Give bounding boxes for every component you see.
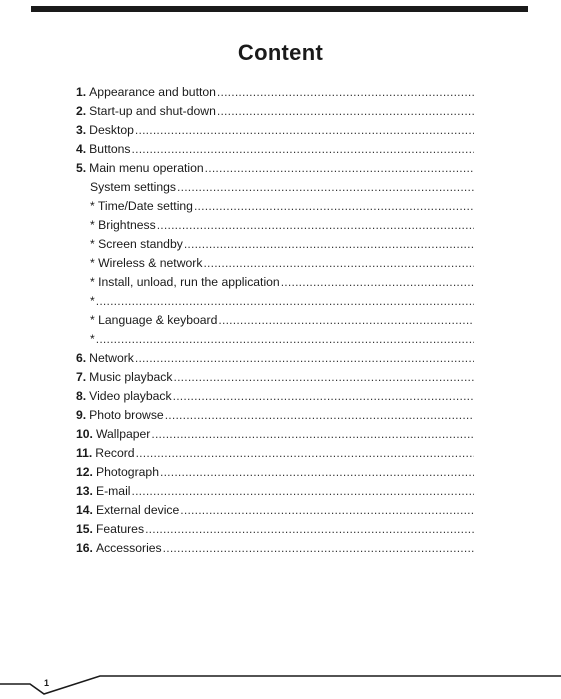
- toc-entry-title: Photograph: [95, 465, 159, 479]
- toc-leader-dots: [180, 501, 474, 520]
- toc-leader-dots: [174, 368, 475, 387]
- toc-entry-number: 4.: [76, 142, 87, 156]
- toc-entry-number: 13.: [76, 484, 93, 498]
- toc-leader-dots: [135, 121, 474, 140]
- toc-leader-dots: [96, 292, 474, 311]
- toc-leader-dots: [194, 197, 474, 216]
- toc-entry-title: Photo browse: [89, 408, 164, 422]
- toc-leader-dots: [157, 216, 474, 235]
- toc-entry[interactable]: [76, 444, 486, 463]
- toc-leader-dots: [217, 102, 474, 121]
- toc-leader-dots: [177, 178, 474, 197]
- toc-leader-dots: [145, 520, 474, 539]
- toc-entry[interactable]: [76, 520, 486, 539]
- toc-entry[interactable]: [76, 140, 486, 159]
- toc-entry[interactable]: [76, 83, 486, 102]
- toc-entry-title: Record: [95, 446, 135, 460]
- toc-entry-title: Main menu operation: [89, 161, 204, 175]
- toc-entry-title: External device: [95, 503, 180, 517]
- toc-leader-dots: [136, 444, 474, 463]
- toc-leader-dots: [218, 311, 474, 330]
- toc-entry[interactable]: [76, 197, 486, 216]
- toc-entry[interactable]: [76, 216, 486, 235]
- toc-leader-dots: [205, 159, 474, 178]
- toc-entry[interactable]: [76, 387, 486, 406]
- toc-entry-title: E-mail: [95, 484, 131, 498]
- toc-leader-dots: [160, 463, 474, 482]
- toc-entry[interactable]: [76, 482, 486, 501]
- toc-entry-number: 6.: [76, 351, 87, 365]
- toc-entry-title: Accessories: [95, 541, 162, 555]
- toc-entry-title: Video playback: [89, 389, 172, 403]
- toc-entry[interactable]: [76, 349, 486, 368]
- toc-leader-dots: [132, 140, 474, 159]
- toc-entry[interactable]: [76, 292, 486, 311]
- toc-entry[interactable]: [76, 539, 486, 558]
- toc-entry[interactable]: [76, 235, 486, 254]
- toc-entry-number: 10.: [76, 427, 93, 441]
- toc-entry[interactable]: [76, 102, 486, 121]
- toc-entry-title: Network: [89, 351, 134, 365]
- toc-entry-title: * Time/Date setting: [90, 199, 193, 213]
- toc-entry[interactable]: [76, 406, 486, 425]
- toc-leader-dots: [165, 406, 474, 425]
- toc-entry-number: 1.: [76, 85, 87, 99]
- toc-entry-title: Desktop: [89, 123, 134, 137]
- toc-entry-number: 3.: [76, 123, 87, 137]
- toc-entry-title: System settings: [90, 180, 177, 194]
- toc-entry-number: 16.: [76, 541, 93, 555]
- toc-entry[interactable]: [76, 159, 486, 178]
- footer-line: [0, 670, 561, 699]
- toc-entry-number: 9.: [76, 408, 87, 422]
- toc-entry-title: * Language & keyboard: [90, 313, 218, 327]
- toc-entry[interactable]: [76, 273, 486, 292]
- toc-entry-title: Music playback: [89, 370, 173, 384]
- toc-entry-title: Wallpaper: [95, 427, 151, 441]
- toc-leader-dots: [151, 425, 474, 444]
- toc-entry-title: Features: [95, 522, 145, 536]
- toc-entry-number: 15.: [76, 522, 93, 536]
- toc-leader-dots: [184, 235, 474, 254]
- toc-leader-dots: [96, 330, 474, 349]
- toc-entry[interactable]: [76, 368, 486, 387]
- toc-entry[interactable]: [76, 330, 486, 349]
- toc-entry[interactable]: [76, 311, 486, 330]
- toc-entry[interactable]: [76, 178, 486, 197]
- page-title: Content: [237, 40, 324, 65]
- toc-entry-title: Buttons: [89, 142, 131, 156]
- toc-leader-dots: [135, 349, 474, 368]
- toc-entry-number: 7.: [76, 370, 87, 384]
- toc-leader-dots: [203, 254, 474, 273]
- toc-entry-title: * Wireless & network: [90, 256, 203, 270]
- toc-leader-dots: [173, 387, 474, 406]
- toc-leader-dots: [132, 482, 475, 501]
- toc-leader-dots: [281, 273, 474, 292]
- top-rule: [31, 6, 528, 12]
- toc-entry-number: 11.: [76, 446, 93, 460]
- toc-entry-title: * Screen standby: [90, 237, 183, 251]
- toc-entry[interactable]: [76, 463, 486, 482]
- toc-entry[interactable]: [76, 425, 486, 444]
- toc-entry-title: Start-up and shut-down: [89, 104, 216, 118]
- toc-entry-title: Appearance and button: [89, 85, 216, 99]
- page-number: 1: [44, 678, 50, 688]
- toc-leader-dots: [163, 539, 474, 558]
- toc-leader-dots: [217, 83, 474, 102]
- toc-entry-number: 8.: [76, 389, 87, 403]
- toc-entry-title: * Brightness: [90, 218, 156, 232]
- table-of-contents: [76, 83, 486, 558]
- toc-entry[interactable]: [76, 121, 486, 140]
- toc-entry-number: 14.: [76, 503, 93, 517]
- toc-entry[interactable]: [76, 501, 486, 520]
- toc-entry-number: 5.: [76, 161, 87, 175]
- toc-entry-title: *: [90, 294, 95, 308]
- toc-entry-title: * Install, unload, run the application: [90, 275, 280, 289]
- toc-entry-title: *: [90, 332, 95, 346]
- toc-entry-number: 12.: [76, 465, 93, 479]
- toc-entry[interactable]: [76, 254, 486, 273]
- toc-entry-number: 2.: [76, 104, 87, 118]
